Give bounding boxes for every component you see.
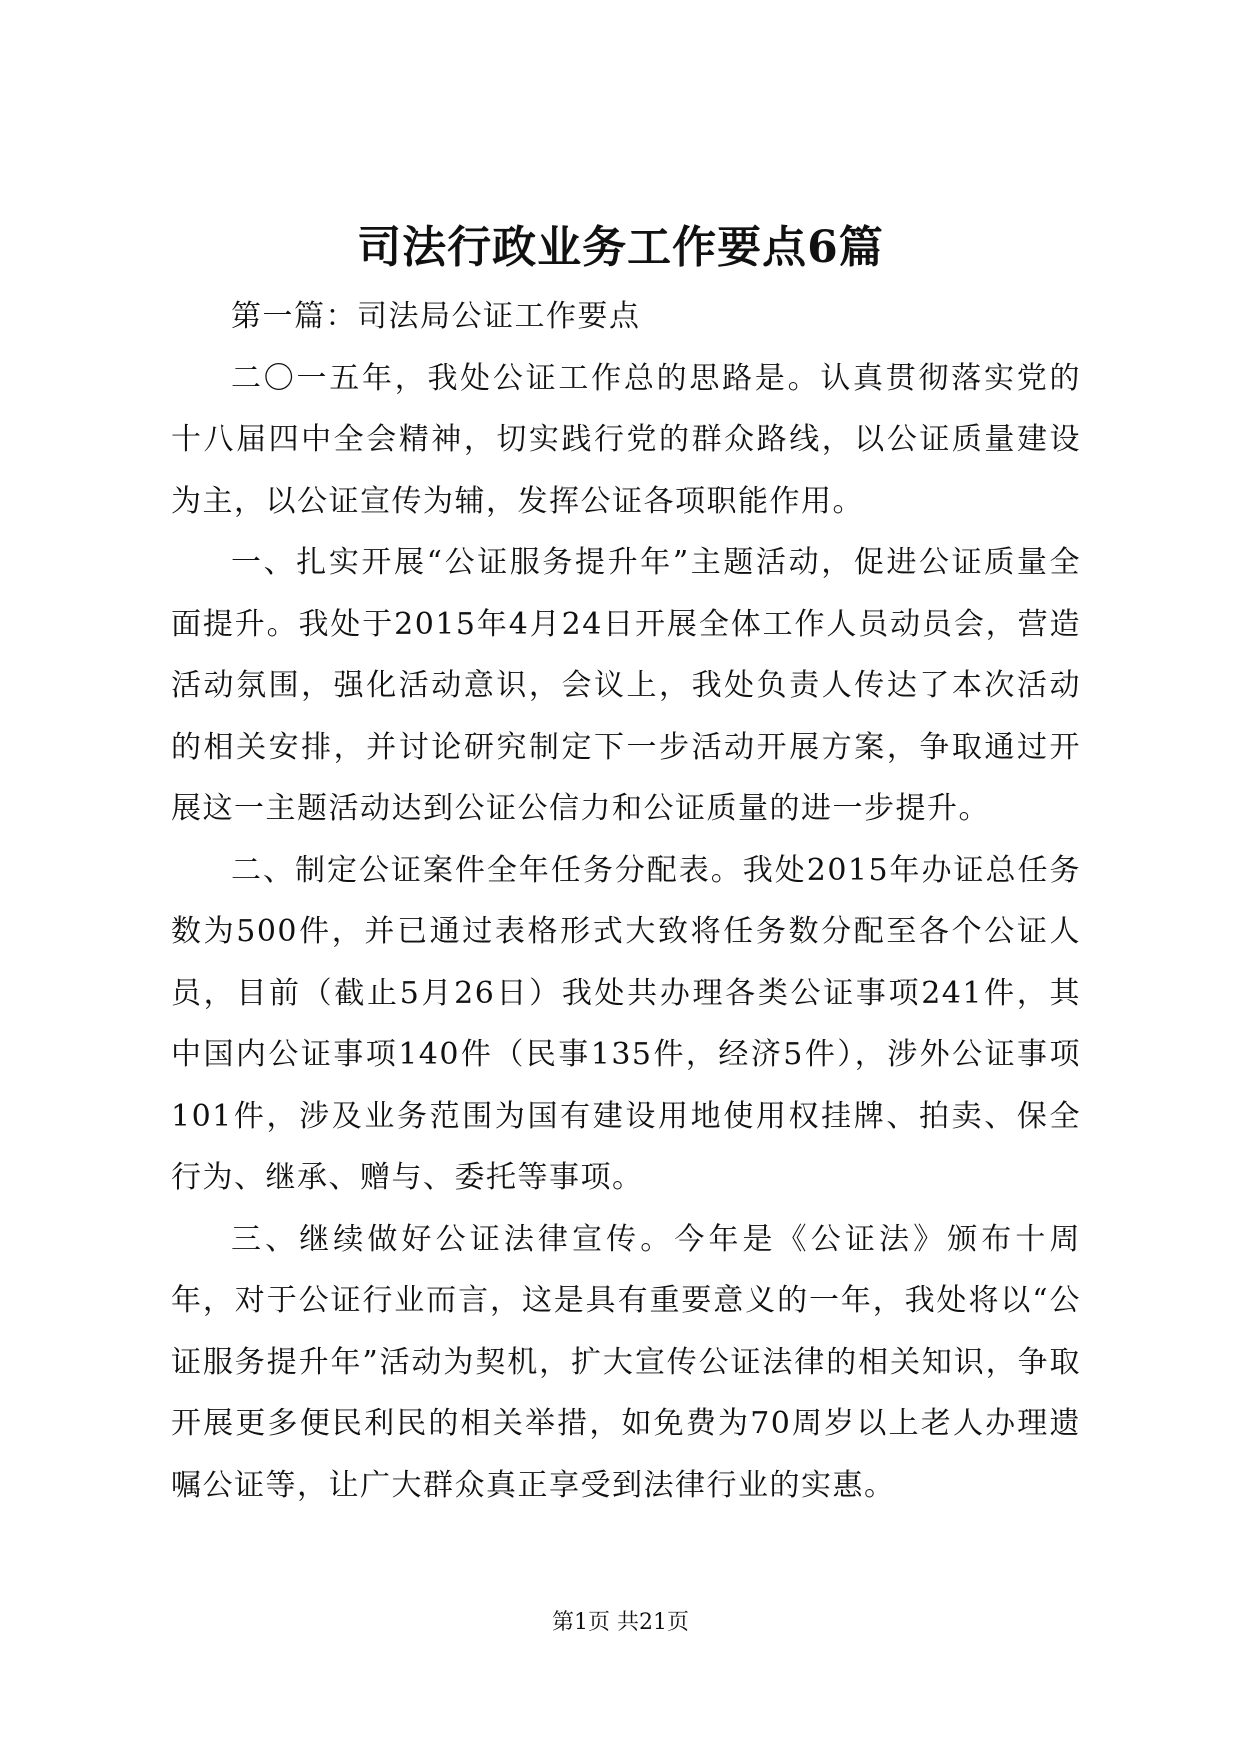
paragraph-item-3: 三、继续做好公证法律宣传。今年是《公证法》颁布十周年，对于公证行业而言，这是具有重要意义的一年，我处将以“公证服务提升年”活动为契机，扩大宣传公证法律的相关知识，争取开展更多便民利民的相关举措，如免费为70周岁以上老人办理遗嘱公证等，让广大群众真正享受到法律行业的实惠。	[171, 1221, 1081, 1503]
document-title: 司法行政业务工作要点6篇	[357, 222, 884, 273]
document-body	[171, 286, 1081, 1516]
paragraph-intro: 二〇一五年，我处公证工作总的思路是。认真贯彻落实党的十八届四中全会精神，切实践行党的群众路线，以公证质量建设为主，以公证宣传为辅，发挥公证各项职能作用。	[171, 360, 1081, 519]
page-footer: 第1页 共21页	[552, 1610, 689, 1635]
paragraph-item-2: 二、制定公证案件全年任务分配表。我处2015年办证总任务数为500件，并已通过表格形式大致将任务数分配至各个公证人员，目前（截止5月26日）我处共办理各类公证事项241件，其中国内公证事项140件（民事135件，经济5件），涉外公证事项101件，涉及业务范围为国有建设用地使用权挂牌、拍卖、保全行为、继承、赠与、委托等事项。	[171, 852, 1081, 1195]
section-heading: 第一篇：司法局公证工作要点	[231, 299, 641, 334]
paragraph-item-1: 一、扎实开展“公证服务提升年”主题活动，促进公证质量全面提升。我处于2015年4月24日开展全体工作人员动员会，营造活动氛围，强化活动意识，会议上，我处负责人传达了本次活动的相关安排，并讨论研究制定下一步活动开展方案，争取通过开展这一主题活动达到公证公信力和公证质量的进一步提升。	[171, 545, 1081, 826]
